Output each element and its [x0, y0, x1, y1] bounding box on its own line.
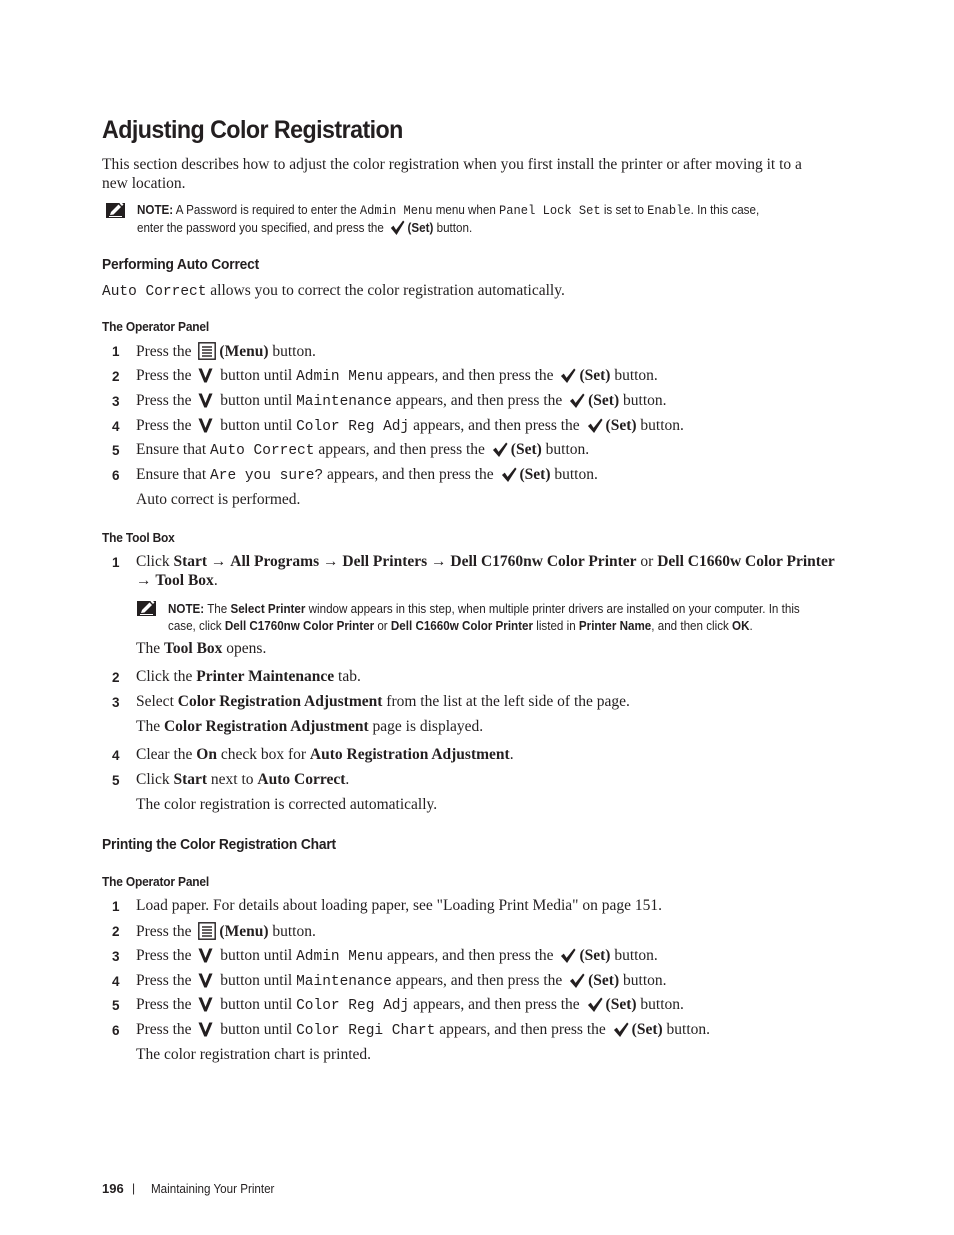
checkmark-icon [560, 947, 576, 964]
page-number: 196 [102, 1181, 124, 1196]
text-fragment: (Set) [519, 466, 551, 483]
step-number: 1 [112, 555, 120, 570]
text-fragment: appears, and then press the [409, 417, 584, 434]
footer-chapter: Maintaining Your Printer [151, 1182, 275, 1196]
text-fragment: next to [207, 771, 258, 788]
step-press-menu-2 [136, 922, 316, 941]
note-select-printer [168, 601, 800, 635]
down-arrow-icon [198, 972, 213, 989]
text-fragment: (Set) [510, 441, 542, 458]
text-fragment: button. [662, 1021, 711, 1038]
result-corrected: The color registration is corrected automatically. [136, 796, 438, 813]
checkmark-icon [390, 219, 405, 236]
step-number: 5 [112, 998, 120, 1013]
text-fragment: button until [216, 1021, 297, 1038]
step-clear-on-checkbox [136, 746, 514, 764]
text-fragment: (Set) [579, 947, 611, 964]
text-fragment: Dell Printers [342, 553, 428, 570]
step-select-maintenance-2 [136, 972, 667, 990]
text-fragment: → [319, 553, 343, 570]
text-fragment: appears, and then press the [435, 1021, 610, 1038]
text-fragment: button. [636, 996, 684, 1013]
text-fragment: button. [636, 417, 684, 434]
text-fragment: button until [216, 996, 297, 1013]
text-fragment: button until [216, 367, 297, 384]
text-fragment: Press the [136, 996, 196, 1013]
step-select-color-registration-adjustment [136, 693, 630, 711]
step-printer-maintenance-tab [136, 668, 361, 686]
text-fragment: Dell C1760nw Color Printer [450, 553, 637, 570]
step-number: 5 [112, 443, 120, 458]
text-fragment: Press the [136, 343, 196, 360]
text-fragment: appears, and then press the [323, 466, 498, 483]
text-fragment: Ensure that [136, 466, 211, 483]
text-fragment: Color Registration Adjustment [163, 718, 369, 735]
step-select-color-regi-chart [136, 1021, 710, 1039]
text-fragment: All Programs [230, 553, 320, 570]
menu-icon [198, 342, 216, 360]
text-fragment: (Set) [579, 367, 611, 384]
result-chart-printed: The color registration chart is printed. [136, 1046, 372, 1063]
text-fragment: Press the [136, 417, 196, 434]
text-fragment: is set to [600, 203, 648, 217]
text-fragment: page is displayed. [368, 718, 484, 735]
text-fragment: menu when [432, 203, 500, 217]
code-admin-menu: Admin Menu [359, 203, 433, 218]
text-fragment: The [136, 718, 164, 735]
text-fragment: Color Reg Adj [296, 419, 410, 435]
page-title: Adjusting Color Registration [102, 116, 403, 144]
text-fragment: Auto Correct [210, 443, 315, 459]
step-select-color-reg-adj [136, 417, 684, 435]
text-fragment: Press the [136, 923, 196, 940]
text-fragment: appears, and then press the [314, 441, 489, 458]
text-fragment: Press the [136, 1021, 196, 1038]
auto-correct-intro [102, 281, 565, 302]
text-fragment: OK [732, 619, 750, 633]
text-fragment: tab. [334, 668, 361, 685]
text-fragment: . [345, 771, 350, 788]
text-fragment: Tool Box [163, 640, 223, 657]
checkmark-icon [569, 392, 585, 409]
text-fragment: opens. [222, 640, 267, 657]
step-open-tool-box-line2 [136, 572, 218, 590]
text-fragment: Color Regi Chart [296, 1023, 436, 1039]
text-fragment: Auto Correct [257, 771, 346, 788]
intro-line-2: new location. [102, 175, 186, 192]
step-load-paper: Load paper. For details about loading paper, see "Loading Print Media" on page 151. [136, 897, 662, 914]
down-arrow-icon [198, 367, 213, 384]
step-click-start [136, 771, 349, 789]
text-fragment: . [749, 619, 753, 633]
text-fragment: button. [619, 972, 667, 989]
text-fragment: Select [136, 693, 178, 710]
text-fragment: Printer Name [578, 619, 652, 633]
text-fragment: button. [610, 367, 658, 384]
step-select-admin-menu [136, 367, 658, 385]
menu-icon [198, 922, 216, 940]
text-fragment: (Menu) [219, 343, 269, 360]
heading-printing-chart: Printing the Color Registration Chart [102, 836, 336, 853]
text-fragment: The [204, 602, 231, 616]
text-fragment: Click the [136, 668, 197, 685]
text-fragment: Press the [136, 947, 196, 964]
step-number: 4 [112, 974, 120, 989]
text-fragment: Tool Box [155, 572, 214, 589]
code-enable: Enable [647, 203, 691, 218]
text-fragment: Start [173, 771, 208, 788]
text-fragment: (Set) [588, 972, 620, 989]
text-fragment: button until [216, 947, 297, 964]
text-fragment: . [509, 746, 514, 763]
text-fragment: Are you sure? [210, 468, 324, 484]
text-fragment: button. [541, 441, 590, 458]
text-fragment: → [136, 572, 156, 589]
step-ensure-auto-correct [136, 441, 589, 459]
checkmark-icon [587, 417, 603, 434]
step-number: 6 [112, 1023, 120, 1038]
text-fragment: Color Registration Adjustment [177, 693, 383, 710]
step-number: 1 [112, 899, 120, 914]
step-number: 6 [112, 468, 120, 483]
text-fragment: . In this case, [690, 203, 760, 217]
step-number: 3 [112, 949, 120, 964]
page-displayed-text [136, 718, 483, 736]
text-fragment: or [636, 553, 658, 570]
text-fragment: Admin Menu [296, 369, 384, 385]
text-fragment: Dell C1660w Color Printer [657, 553, 835, 570]
down-arrow-icon [198, 417, 213, 434]
down-arrow-icon [198, 996, 213, 1013]
text-fragment: → [207, 553, 231, 570]
text-fragment: listed in [533, 619, 579, 633]
text-fragment: On [196, 746, 217, 763]
text-fragment: , and then click [651, 619, 733, 633]
text-fragment: button. [550, 466, 598, 483]
step-number: 2 [112, 924, 120, 939]
text-fragment: (Set) [605, 996, 637, 1013]
text-fragment: Printer Maintenance [196, 668, 335, 685]
step-number: 4 [112, 419, 120, 434]
text-fragment: appears, and then press the [383, 947, 558, 964]
text-fragment: button until [216, 972, 297, 989]
code-auto-correct: Auto Correct [102, 284, 207, 300]
text-fragment: case, click [168, 619, 225, 633]
text-fragment: appears, and then press the [391, 392, 567, 409]
result-auto-correct: Auto correct is performed. [136, 491, 301, 508]
step-select-maintenance [136, 392, 667, 410]
text-fragment: from the list at the left side of the page. [382, 693, 630, 710]
heading-tool-box: The Tool Box [102, 530, 175, 545]
note-admin-password [137, 202, 759, 237]
text-fragment: button. [268, 343, 316, 360]
step-number: 1 [112, 344, 120, 359]
heading-operator-panel-2: The Operator Panel [102, 874, 210, 889]
text-fragment: Auto Registration Adjustment [309, 746, 510, 763]
note-label: NOTE: [137, 203, 174, 217]
heading-operator-panel: The Operator Panel [102, 319, 210, 334]
text-fragment: button. [619, 392, 667, 409]
text-fragment: (Set) [631, 1021, 663, 1038]
text-fragment: Click [136, 771, 174, 788]
down-arrow-icon [198, 1021, 213, 1038]
text-fragment: Ensure that [136, 441, 211, 458]
note-pencil-icon [106, 203, 125, 218]
text-fragment: Dell C1760nw Color Printer [224, 619, 375, 633]
checkmark-icon [560, 367, 576, 384]
note-pencil-icon [137, 601, 156, 616]
text-fragment: The [136, 640, 164, 657]
text-fragment: Admin Menu [296, 949, 384, 965]
text-fragment: (Set) [407, 221, 434, 235]
checkmark-icon [492, 441, 508, 458]
text-fragment: button. [610, 947, 658, 964]
text-fragment: Maintenance [296, 394, 392, 410]
text-fragment: . [213, 572, 218, 589]
down-arrow-icon [198, 392, 213, 409]
step-select-color-reg-adj-2 [136, 996, 684, 1014]
text-fragment: Dell C1660w Color Printer [390, 619, 534, 633]
text-fragment: window appears in this step, when multiple printer drivers are installed on your computer. In this [305, 602, 800, 616]
step-number: 3 [112, 394, 120, 409]
text-fragment: button. [268, 923, 316, 940]
checkmark-icon [613, 1021, 629, 1038]
text-fragment: button. [433, 221, 473, 235]
text-fragment: Color Reg Adj [296, 998, 410, 1014]
text-fragment: NOTE: [168, 602, 205, 616]
text-fragment: → [427, 553, 451, 570]
text-fragment: button until [216, 417, 297, 434]
text-fragment: enter the password you specified, and press the [137, 221, 388, 235]
text-fragment: Press the [136, 972, 196, 989]
step-number: 2 [112, 369, 120, 384]
heading-performing-auto-correct: Performing Auto Correct [102, 256, 260, 273]
text-fragment: appears, and then press the [409, 996, 584, 1013]
text-fragment: Click [136, 553, 174, 570]
text-fragment: A Password is required to enter the [173, 203, 360, 217]
text-fragment: Maintenance [296, 974, 392, 990]
checkmark-icon [569, 972, 585, 989]
step-number: 5 [112, 773, 120, 788]
down-arrow-icon [198, 947, 213, 964]
text-fragment: (Menu) [219, 923, 269, 940]
text-fragment: Select Printer [230, 602, 306, 616]
step-number: 4 [112, 748, 120, 763]
checkmark-icon [501, 466, 517, 483]
text-fragment: (Set) [605, 417, 637, 434]
text-fragment: allows you to correct the color registration automatically. [206, 282, 565, 299]
text-fragment: Clear the [136, 746, 197, 763]
step-number: 2 [112, 670, 120, 685]
code-panel-lock-set: Panel Lock Set [499, 203, 601, 218]
tool-box-opens-text [136, 640, 266, 658]
intro-line-1: This section describes how to adjust the color registration when you first install the printer or after moving it to a [102, 156, 802, 173]
step-ensure-are-you-sure [136, 466, 598, 484]
step-press-menu [136, 342, 316, 361]
text-fragment: Press the [136, 367, 196, 384]
text-fragment: Press the [136, 392, 196, 409]
text-fragment: check box for [216, 746, 310, 763]
step-open-tool-box [136, 553, 835, 571]
text-fragment: or [374, 619, 391, 633]
text-fragment: Start [173, 553, 208, 570]
footer-separator: | [132, 1181, 136, 1195]
text-fragment: appears, and then press the [391, 972, 567, 989]
text-fragment: appears, and then press the [383, 367, 558, 384]
step-select-admin-menu-2 [136, 947, 658, 965]
text-fragment: (Set) [588, 392, 620, 409]
step-number: 3 [112, 695, 120, 710]
text-fragment: button until [216, 392, 297, 409]
checkmark-icon [587, 996, 603, 1013]
